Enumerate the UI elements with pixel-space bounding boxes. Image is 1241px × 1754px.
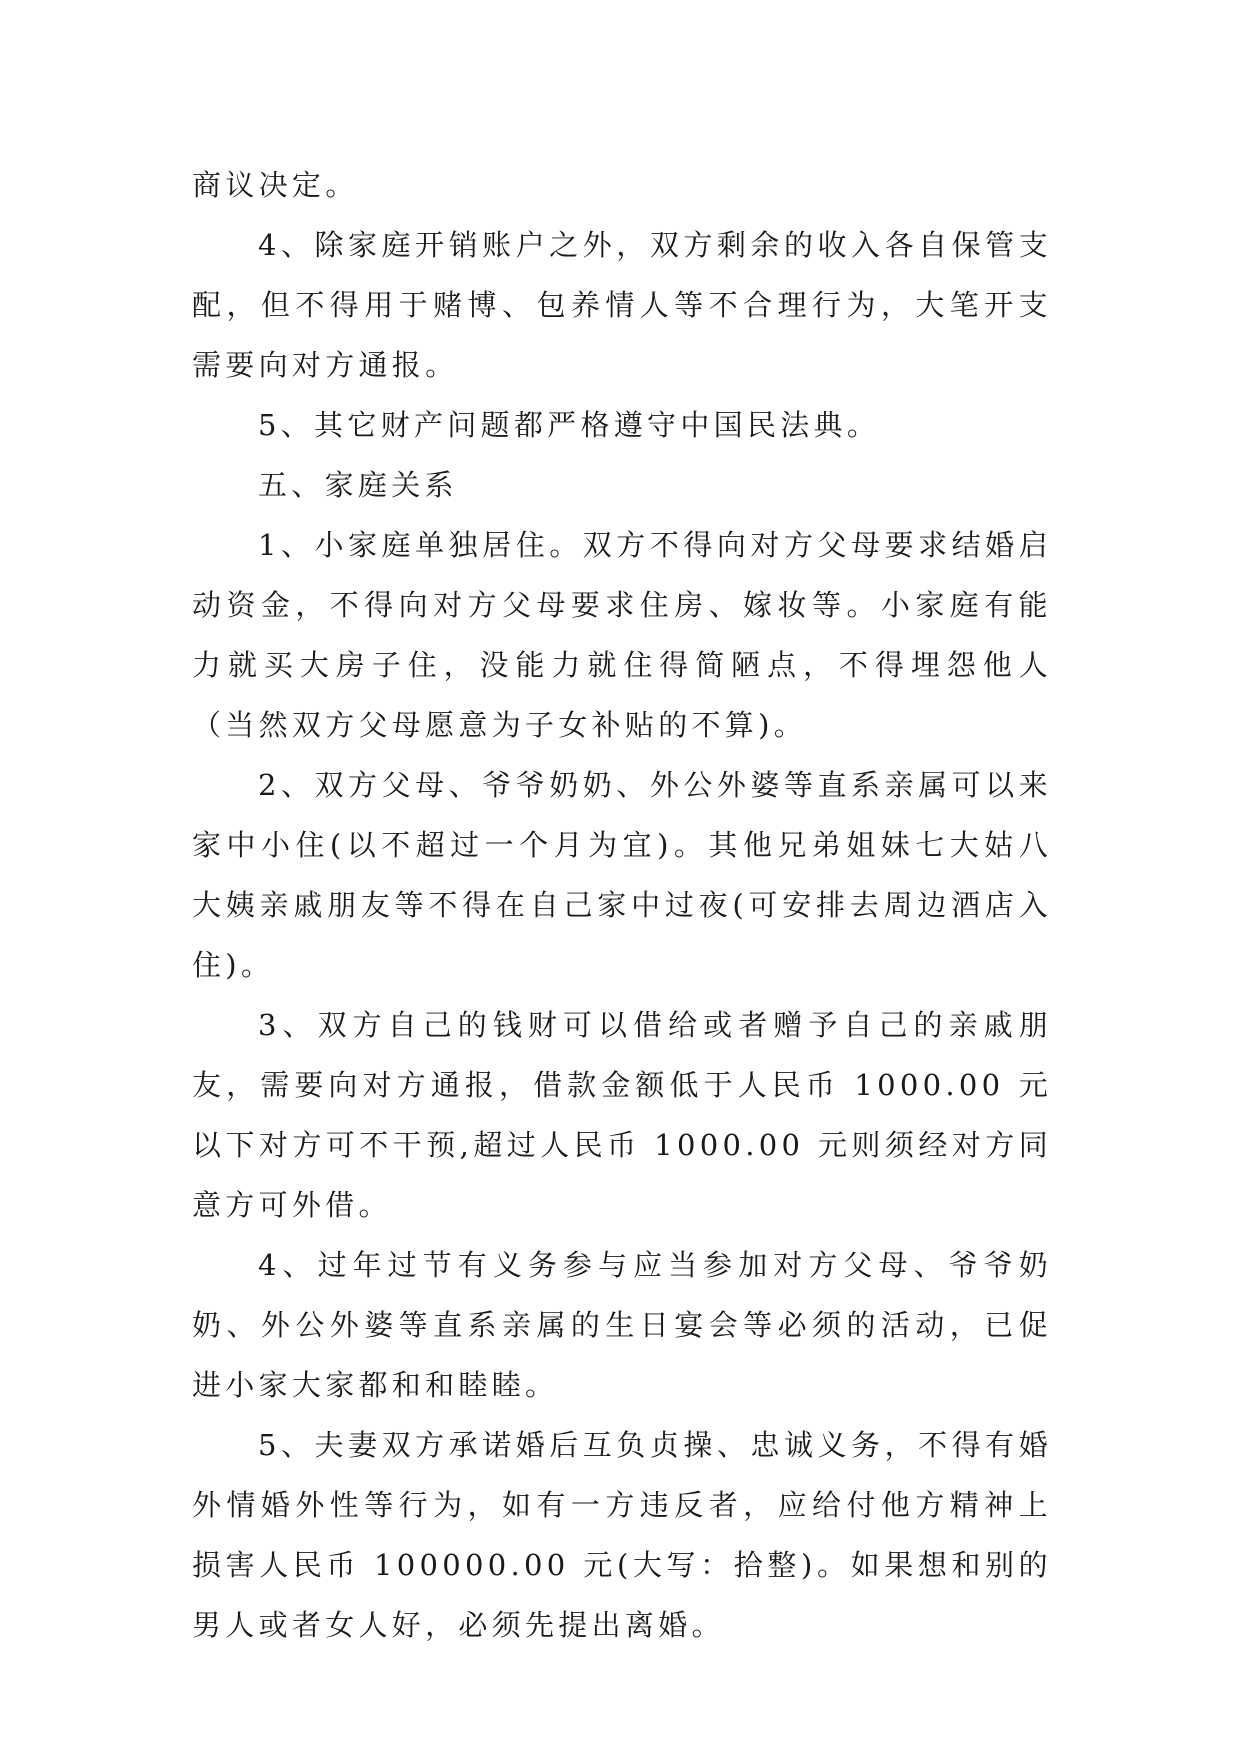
- paragraph-fidelity: 5、夫妻双方承诺婚后互负贞操、忠诚义务，不得有婚外情婚外性等行为，如有一方违反者，应给付他方精神上损害人民币 100000.00 元(大写：拾整)。如果想和别的男人或者女人好，必须先提出离婚。: [192, 1428, 1052, 1642]
- paragraph-other-property: 5、其它财产问题都严格遵守中国民法典。: [258, 408, 881, 442]
- paragraph-income-management: 4、除家庭开销账户之外，双方剩余的收入各自保管支配，但不得用于赌博、包养情人等不合理行为，大笔开支需要向对方通报。: [192, 228, 1052, 382]
- paragraph-lending-money: 3、双方自己的钱财可以借给或者赠予自己的亲戚朋友，需要向对方通报，借款金额低于人民币 1000.00 元以下对方可不干预,超过人民币 1000.00 元则须经对方同意方可外借。: [192, 1008, 1052, 1222]
- paragraph-relatives-stay: 2、双方父母、爷爷奶奶、外公外婆等直系亲属可以来家中小住(以不超过一个月为宜)。其他兄弟姐妹七大姑八大姨亲戚朋友等不得在自己家中过夜(可安排去周边酒店入住)。: [192, 768, 1052, 982]
- paragraph-continuation: 商议决定。: [192, 168, 359, 202]
- paragraph-holiday-obligations: 4、过年过节有义务参与应当参加对方父母、爷爷奶奶、外公外婆等直系亲属的生日宴会等必须的活动，已促进小家大家都和和睦睦。: [192, 1248, 1052, 1402]
- document-body: [192, 155, 1052, 1655]
- section-heading-family-relations: 五、家庭关系: [258, 468, 458, 502]
- paragraph-separate-residence: 1、小家庭单独居住。双方不得向对方父母要求结婚启动资金，不得向对方父母要求住房、嫁妆等。小家庭有能力就买大房子住，没能力就住得简陋点，不得埋怨他人（当然双方父母愿意为子女补贴的不算)。: [192, 528, 1052, 742]
